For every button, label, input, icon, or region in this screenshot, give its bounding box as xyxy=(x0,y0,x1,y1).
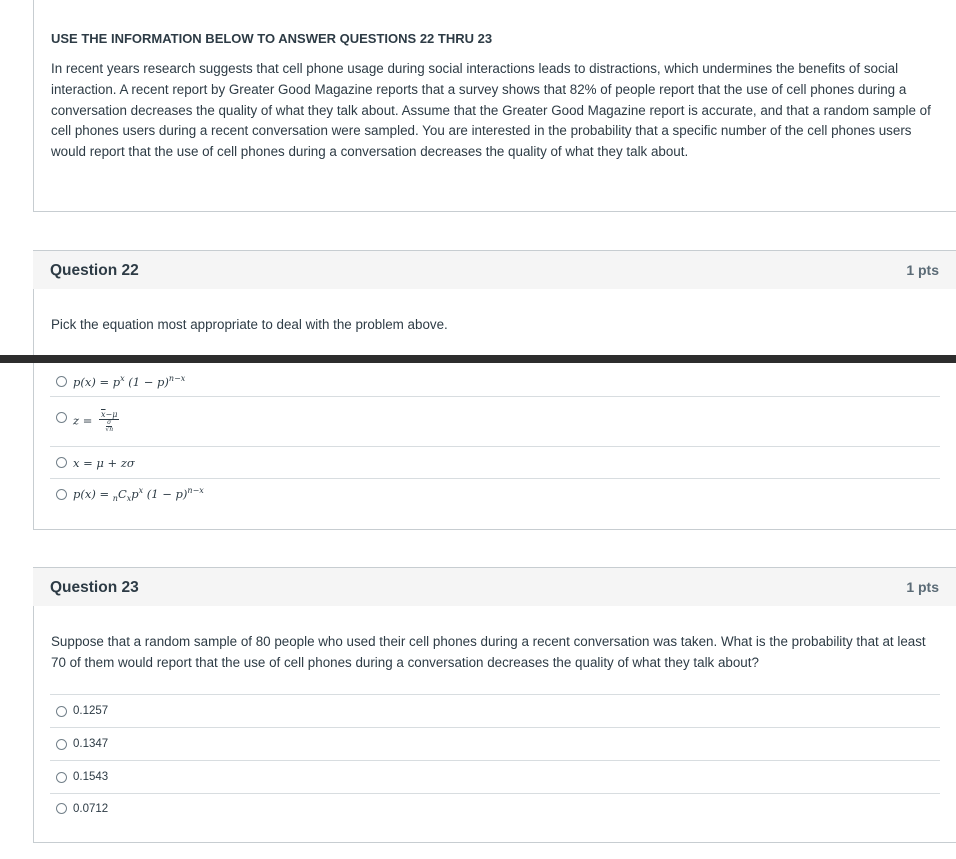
question-text: Pick the equation most appropriate to deal with the problem above. xyxy=(51,317,448,332)
answer-option[interactable] xyxy=(50,478,940,510)
info-panel xyxy=(33,0,956,212)
answer-label: 0.0712 xyxy=(73,802,109,815)
question-23-header xyxy=(33,567,956,607)
answer-label: 0.1257 xyxy=(73,705,109,717)
answer-option[interactable] xyxy=(50,446,940,478)
radio-button[interactable] xyxy=(56,376,67,387)
answer-option[interactable] xyxy=(50,366,940,396)
radio-button[interactable] xyxy=(56,803,67,814)
question-22-header xyxy=(33,250,956,290)
question-points: 1 pts xyxy=(906,579,939,595)
answer-label: 0.1347 xyxy=(73,738,109,750)
question-text: Suppose that a random sample of 80 people who used their cell phones during a recent conversation was taken. What is the probability that at least 70 of them would report that the use of cell phones during a conversation decreases the quality of what they talk about? xyxy=(51,634,926,670)
answer-option[interactable] xyxy=(50,694,940,727)
answer-option[interactable] xyxy=(50,396,940,446)
question-title: Question 22 xyxy=(50,262,139,279)
radio-button[interactable] xyxy=(56,772,67,783)
radio-button[interactable] xyxy=(56,457,67,468)
radio-button[interactable] xyxy=(56,706,67,717)
equation: z = $\overline{x}-\mu$ σ √n xyxy=(73,410,118,433)
equation: $p(x) = _nC_xp^x$ $(1 - p)^{n-x}$ xyxy=(73,485,204,504)
radio-button[interactable] xyxy=(56,739,67,750)
divider-bar xyxy=(0,355,956,363)
question-title: Question 23 xyxy=(50,579,139,596)
answer-option[interactable] xyxy=(50,793,940,823)
equation: x = μ + zσ xyxy=(73,455,135,470)
radio-button[interactable] xyxy=(56,489,67,500)
info-text: In recent years research suggests that cell phone usage during social interactions leads to distractions, which undermines the benefits of social interaction. A recent report by Greater Good Magazine reports that a survey shows that 82% of people report that the use of cell phones during a conversation decreases the quality of what they talk about. Assume that the Greater Good Magazine report is accurate, and that a random sample of cell phones users during a recent conversation were sampled. You are interested in the probability that a specific number of the cell phones users would report that the use of cell phones during a conversation decreases the quality of what they talk about. xyxy=(51,61,931,160)
answer-option[interactable] xyxy=(50,727,940,760)
radio-button[interactable] xyxy=(56,412,67,423)
question-points: 1 pts xyxy=(906,262,939,278)
answer-option[interactable] xyxy=(50,760,940,793)
equation: $p(x) = p^x$ $(1 - p)^{n-x}$ xyxy=(73,373,186,389)
answer-label: 0.1543 xyxy=(73,771,109,783)
info-title: USE THE INFORMATION BELOW TO ANSWER QUESTIONS 22 THRU 23 xyxy=(51,31,493,46)
